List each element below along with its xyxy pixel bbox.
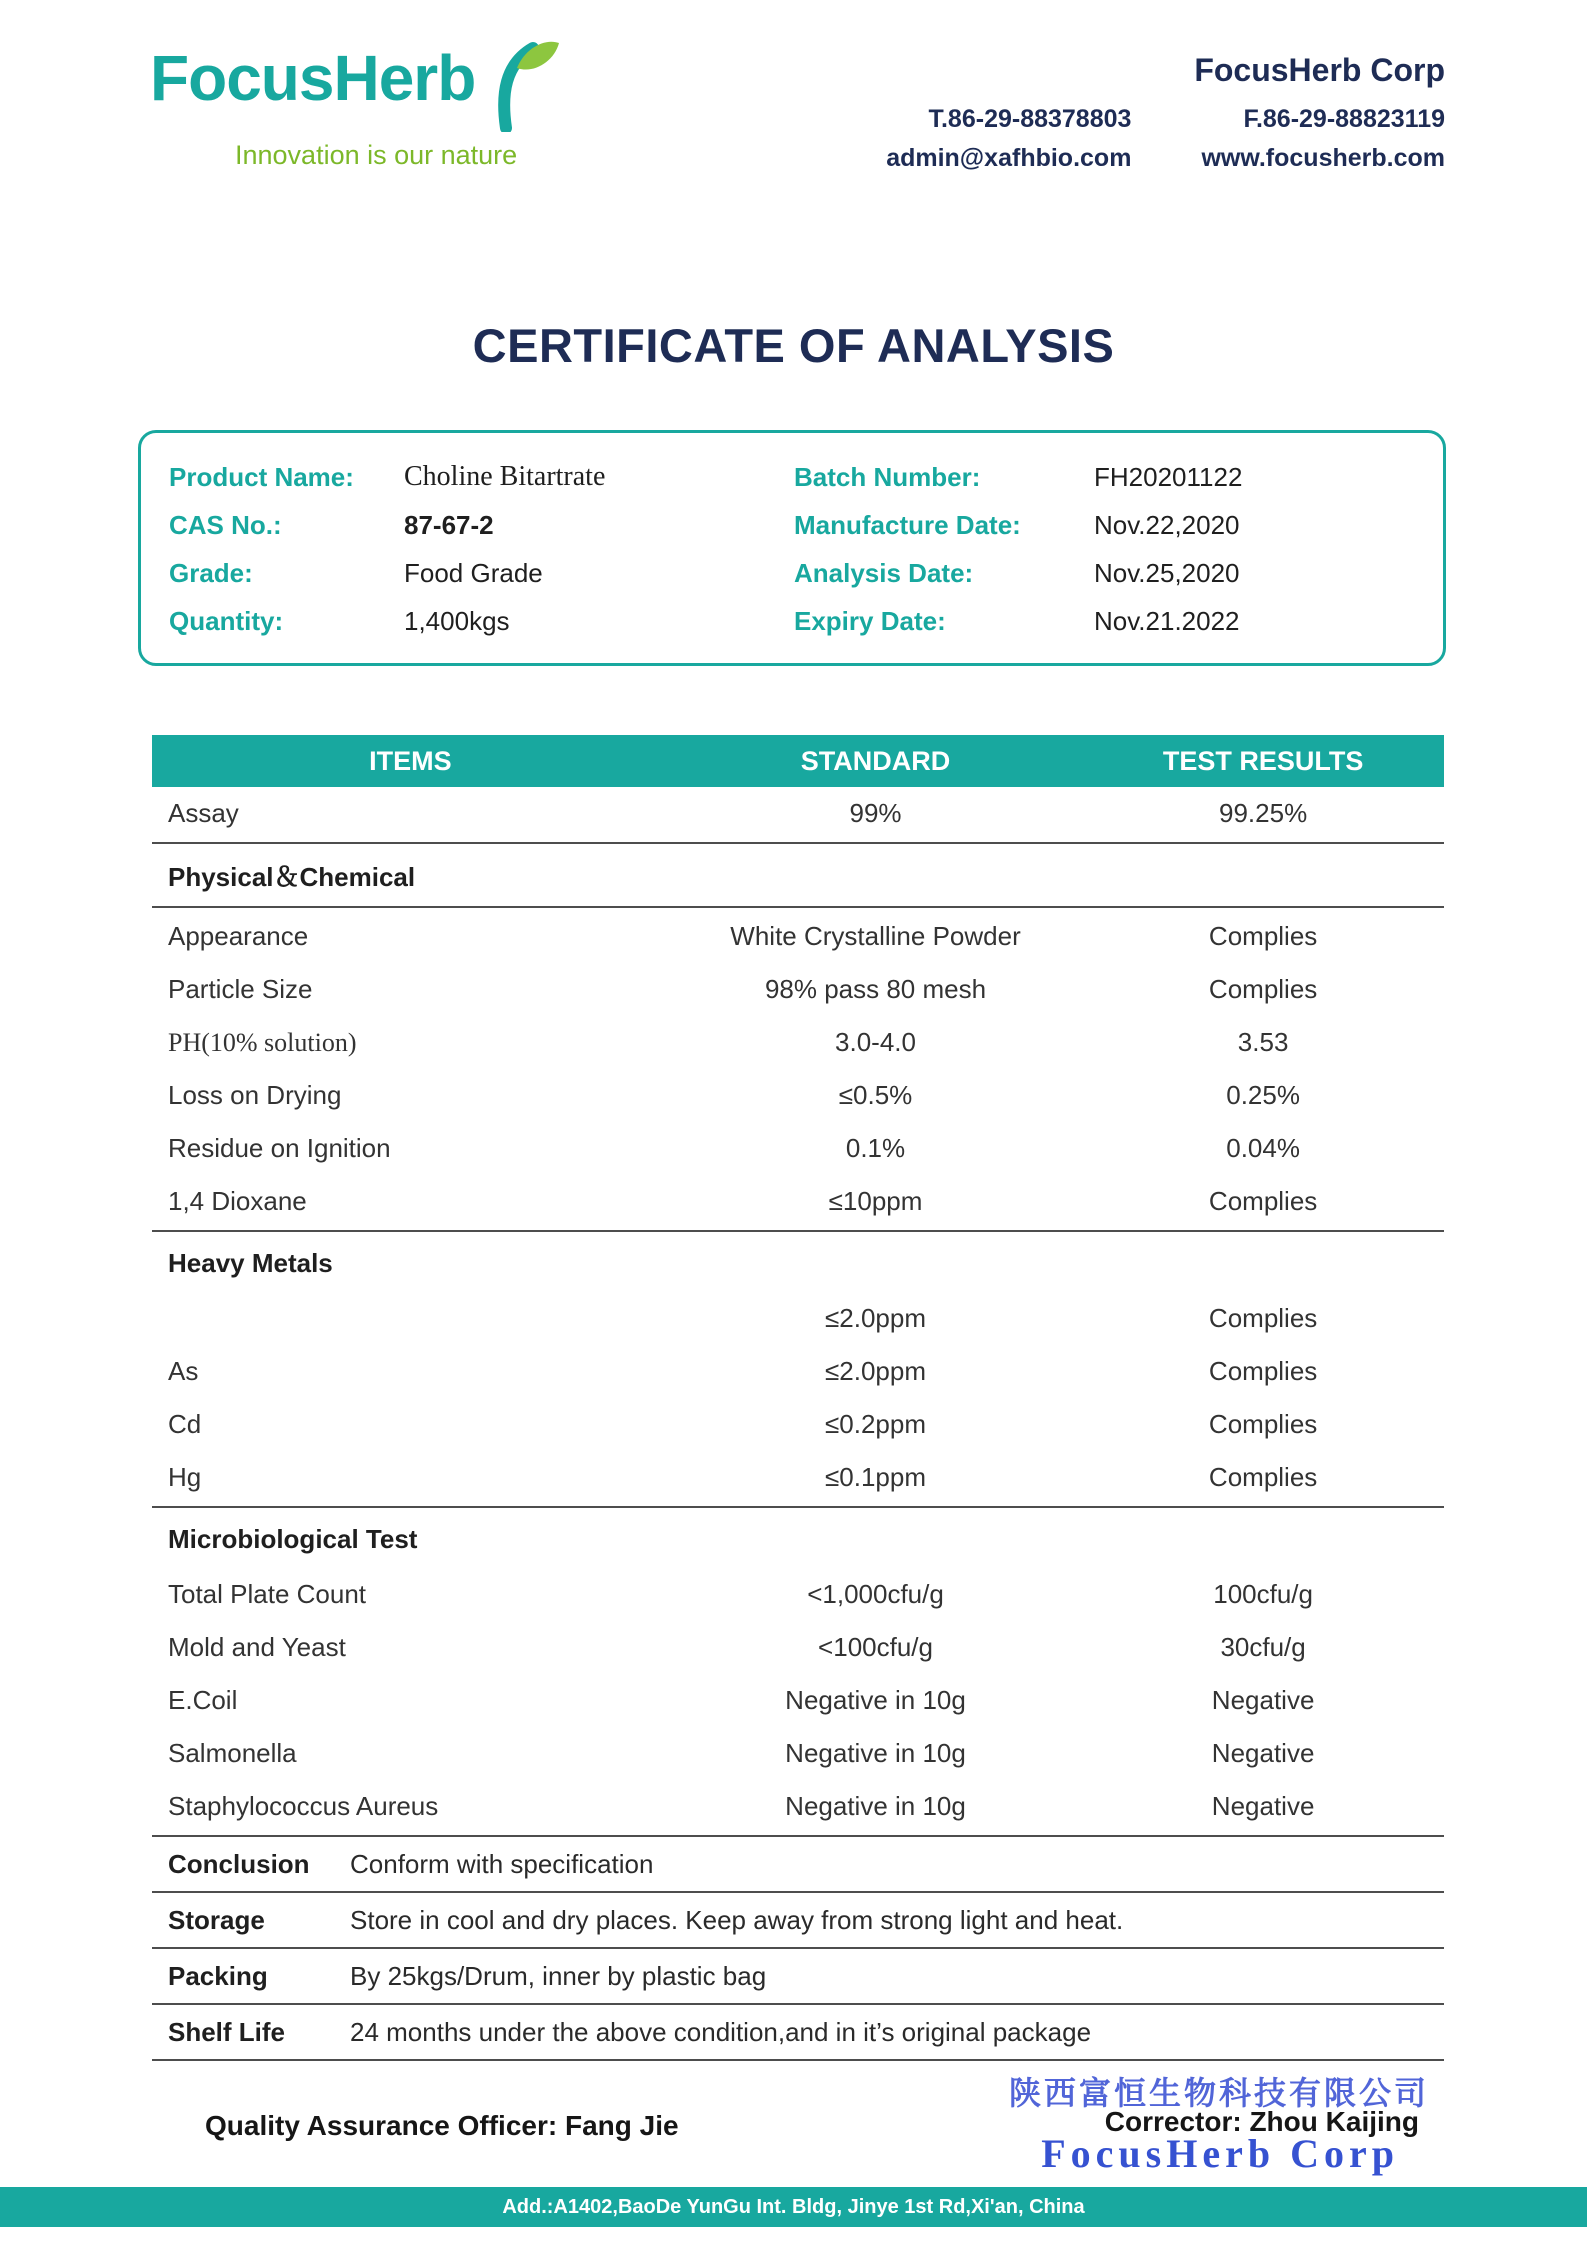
fax-number: F.86-29-88823119 [1243,105,1445,133]
table-row [152,1451,1444,1504]
info-row [794,597,1419,645]
summary-value: 24 months under the above condition,and in it’s original package [350,2016,1092,2047]
result-cell: 30cfu/g [1220,1632,1306,1662]
standard-cell: 99% [849,798,902,828]
table-row [152,963,1444,1016]
field-label: Batch Number: [794,461,981,492]
divider-line [152,842,1444,844]
field-value: 1,400kgs [404,605,510,636]
summary-row [152,1947,1444,2003]
field-value: Choline Bitartrate [404,461,606,492]
info-row [169,549,794,597]
column-header-items: ITEMS [369,745,452,776]
document-title: CERTIFICATE OF ANALYSIS [472,319,1115,372]
column-header-standard: STANDARD [800,745,951,776]
field-label: Analysis Date: [794,557,974,588]
item-cell: Appearance [168,921,309,951]
standard-cell: White Crystalline Powder [730,921,1021,951]
summary-row [152,2003,1444,2061]
item-cell: Residue on Ignition [168,1133,391,1163]
qa-officer-signature: Quality Assurance Officer: Fang Jie [205,2110,679,2141]
standard-cell: ≤2.0ppm [825,1356,927,1386]
result-cell: 0.25% [1226,1080,1300,1110]
logo-leaf-icon [479,36,559,132]
summary-row [152,1835,1444,1891]
standard-cell: <1,000cfu/g [807,1579,944,1609]
info-row [794,549,1419,597]
result-cell: Complies [1208,974,1318,1004]
standard-cell: Negative in 10g [785,1685,966,1715]
table-row [152,1780,1444,1833]
table-row [152,1016,1444,1069]
table-row [152,910,1444,963]
field-label: Manufacture Date: [794,509,1021,540]
field-value: Nov.21.2022 [1094,605,1240,636]
table-row [152,1175,1444,1228]
company-stamp-chinese: 陕西富恒生物科技有限公司 [1008,2075,1429,2111]
item-cell: Assay [168,798,239,828]
info-row [169,501,794,549]
result-cell: Complies [1208,921,1318,951]
summary-label: Shelf Life [168,2016,286,2047]
field-label: Product Name: [169,461,354,492]
info-left [169,453,794,645]
table-row [152,1398,1444,1451]
summary-block [152,1835,1444,2061]
field-value: Nov.22,2020 [1094,509,1240,540]
result-cell: Negative [1211,1685,1315,1715]
divider-line [152,906,1444,908]
section-title: Physical＆Chemical [168,861,416,892]
table-row [152,1621,1444,1674]
field-label: Quantity: [169,605,284,636]
table-row [152,1345,1444,1398]
summary-label: Packing [168,1960,268,1991]
standard-cell: 3.0-4.0 [835,1027,916,1057]
result-cell: Complies [1208,1356,1318,1386]
info-row [169,597,794,645]
standard-cell: 98% pass 80 mesh [764,974,987,1004]
result-cell: 0.04% [1226,1133,1300,1163]
item-cell: 1,4 Dioxane [168,1186,307,1216]
column-header-results: TEST RESULTS [1162,745,1364,776]
focusherb-logo [150,42,559,171]
table-row [152,1568,1444,1621]
item-cell: Loss on Drying [168,1080,342,1110]
item-cell: E.Coil [168,1685,238,1715]
info-right [794,453,1419,645]
standard-cell: ≤0.1ppm [825,1462,927,1492]
company-stamp-english: FocusHerb Corp [1041,2131,1399,2176]
info-row [169,453,794,501]
result-cell: Complies [1208,1409,1318,1439]
footer-address-bar [0,2187,1587,2227]
summary-row [152,1891,1444,1947]
result-cell: Complies [1208,1186,1318,1216]
standard-cell: ≤2.0ppm [825,1303,927,1333]
standard-cell: ≤0.2ppm [825,1409,927,1439]
footer-address: Add.:A1402,BaoDe YunGu Int. Bldg, Jinye 1st Rd,Xi'an, China [502,2195,1085,2218]
item-cell: Mold and Yeast [168,1632,346,1662]
table-row [152,1292,1444,1345]
product-info-box [138,430,1446,666]
field-label: Grade: [169,557,253,588]
item-cell: Salmonella [168,1738,297,1768]
corrector-signature: Corrector: Zhou Kaijing [1104,2106,1419,2137]
table-row [152,1122,1444,1175]
document-header [150,42,1445,173]
email-address: admin@xafhbio.com [886,144,1132,172]
phone-number: T.86-29-88378803 [928,105,1132,133]
item-cell: Staphylococcus Aureus [168,1791,439,1821]
website-url: www.focusherb.com [1201,144,1445,172]
standard-cell: Negative in 10g [785,1791,966,1821]
standard-cell: ≤0.5% [838,1080,913,1110]
logo-text: FocusHerb [150,42,476,114]
item-cell: Hg [168,1462,202,1492]
analysis-table [152,735,1444,2061]
section-title: Heavy Metals [168,1247,333,1278]
contact-grid [886,105,1445,173]
table-row [152,787,1444,840]
table-row [152,1069,1444,1122]
divider-line [152,1506,1444,1508]
result-cell: 3.53 [1237,1027,1289,1057]
result-cell: Negative [1211,1738,1315,1768]
field-value: FH20201122 [1094,461,1243,492]
standard-cell: ≤10ppm [828,1186,923,1216]
item-cell: Cd [168,1409,202,1439]
contact-block [886,46,1445,173]
info-row [794,453,1419,501]
result-cell: 100cfu/g [1213,1579,1313,1609]
table-row [152,1674,1444,1727]
item-cell: PH(10% solution) [168,1027,357,1057]
section-row [152,1510,1444,1568]
result-cell: Complies [1208,1303,1318,1333]
summary-value: By 25kgs/Drum, inner by plastic bag [350,1960,767,1991]
section-row [152,846,1444,904]
item-cell: Total Plate Count [168,1579,367,1609]
standard-cell: <100cfu/g [818,1632,933,1662]
field-value: Food Grade [404,557,543,588]
summary-value: Conform with specification [350,1848,654,1879]
divider-line [152,1230,1444,1232]
summary-value: Store in cool and dry places. Keep away from strong light and heat. [350,1904,1124,1935]
section-title: Microbiological Test [168,1523,418,1554]
company-name: FocusHerb Corp [1194,52,1445,88]
item-cell: As [168,1356,199,1386]
field-label: Expiry Date: [794,605,946,636]
logo-tagline: Innovation is our nature [235,140,518,170]
table-row [152,1727,1444,1780]
field-label: CAS No.: [169,509,282,540]
standard-cell: Negative in 10g [785,1738,966,1768]
section-row [152,1234,1444,1292]
field-value: 87-67-2 [404,509,494,540]
table-header-row [152,735,1444,787]
standard-cell: 0.1% [845,1133,906,1163]
result-cell: Complies [1208,1462,1318,1492]
result-cell: 99.25% [1219,798,1308,828]
summary-label: Storage [168,1904,265,1935]
field-value: Nov.25,2020 [1094,557,1240,588]
table-body [152,787,1444,1833]
summary-label: Conclusion [168,1848,310,1879]
result-cell: Negative [1211,1791,1315,1821]
info-row [794,501,1419,549]
item-cell: Particle Size [168,974,313,1004]
